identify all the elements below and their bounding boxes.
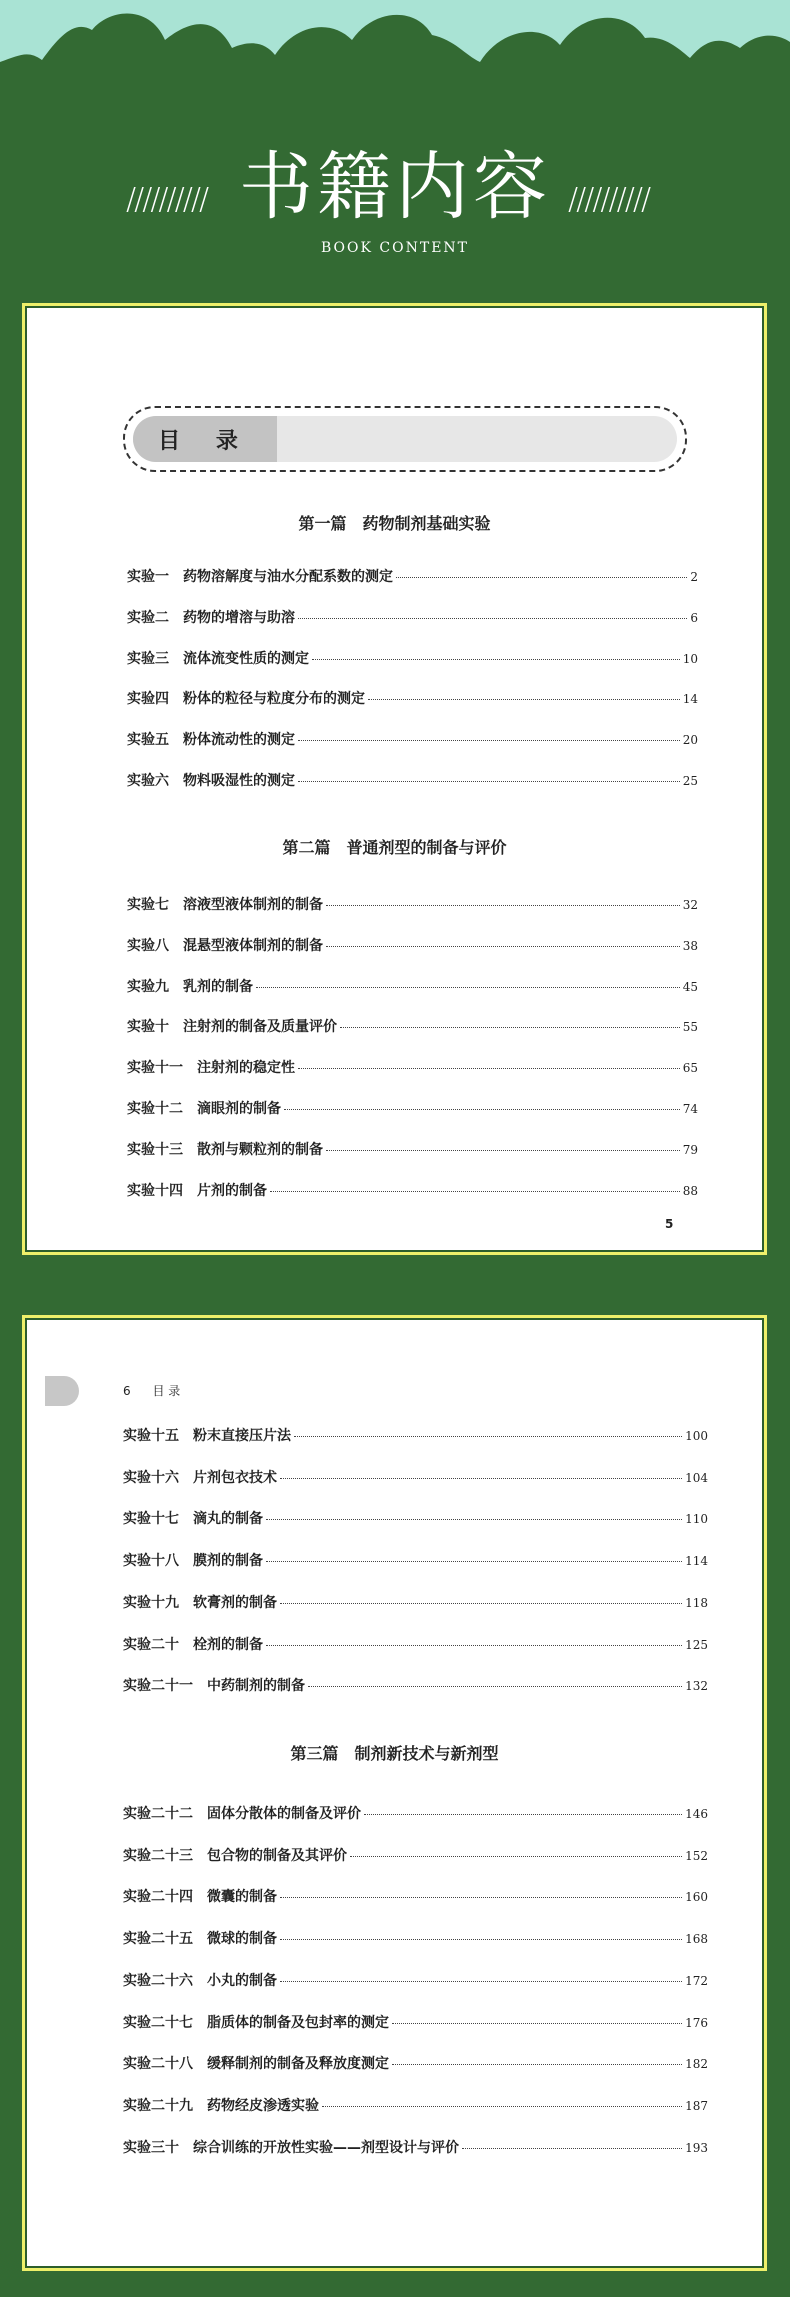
toc-leader-dots: [280, 1478, 682, 1479]
toc-entry: [127, 648, 698, 668]
toc-entry: [127, 1180, 698, 1200]
running-head-page-number: 6: [123, 1384, 131, 1398]
toc-entry-title: 片剂的制备: [197, 1182, 267, 1199]
toc-entry-number: 实验十二: [127, 1101, 183, 1117]
toc-entry: [123, 1928, 708, 1948]
toc-entry-title: 滴眼剂的制备: [197, 1101, 281, 1117]
toc-entry: [123, 2012, 708, 2032]
toc-entry: [127, 976, 698, 996]
toc-leader-dots: [298, 618, 687, 619]
toc-entry-title: 粉体的粒径与粒度分布的测定: [183, 691, 365, 708]
decorative-slashes-left: //////////: [126, 182, 208, 217]
toc-entry: [127, 770, 698, 790]
toc-entry-number: 实验二十三: [123, 1847, 193, 1864]
toc-leader-dots: [392, 2023, 682, 2024]
toc-entry-page: 65: [682, 1061, 698, 1076]
toc-entry-page: 193: [685, 2140, 708, 2155]
toc-entry-number: 实验一: [127, 569, 169, 585]
toc-entry-page: 2: [690, 570, 698, 584]
running-head-title: 目 录: [152, 1384, 181, 1398]
toc-entry-page: 20: [682, 733, 698, 748]
toc-entry-number: 实验二十七: [123, 2014, 193, 2031]
toc-leader-dots: [266, 1519, 682, 1520]
toc-entry: [127, 729, 698, 749]
toc-entry-number: 实验十五: [123, 1428, 179, 1444]
toc-entry-title: 中药制剂的制备: [207, 1678, 305, 1695]
toc-entry-number: 实验九: [127, 978, 169, 995]
decorative-slashes-right: //////////: [568, 182, 650, 217]
toc-entry: [127, 935, 698, 955]
header: [0, 144, 790, 270]
toc-entry-number: 实验二十八: [123, 2056, 193, 2073]
toc-entry: [123, 1845, 708, 1865]
toc-leader-dots: [326, 905, 680, 906]
toc-entry-title: 物料吸湿性的测定: [183, 773, 295, 789]
toc-entry-number: 实验二十: [123, 1636, 179, 1653]
toc-entry-title: 膜剂的制备: [193, 1553, 263, 1570]
toc-entry-number: 实验四: [127, 691, 169, 708]
toc-entry: [127, 1139, 698, 1159]
toc-entry-page: 125: [685, 1637, 708, 1652]
toc-entry-number: 实验六: [127, 773, 169, 789]
toc-entry: [123, 1803, 708, 1823]
toc-leader-dots: [308, 1686, 682, 1687]
toc-entry: [127, 566, 698, 586]
toc-entry: [123, 1467, 708, 1487]
toc-entry-page: 79: [682, 1142, 698, 1157]
running-head: [123, 1382, 198, 1399]
toc-leader-dots: [312, 659, 680, 660]
toc-page-1: [22, 303, 767, 1255]
toc-entry-number: 实验五: [127, 732, 169, 749]
toc-entry-number: 实验十八: [123, 1553, 179, 1570]
toc-entry-title: 粉体流动性的测定: [183, 732, 295, 749]
page-tab-decoration: [45, 1376, 79, 1406]
part-1-title: 第一篇 药物制剂基础实验: [298, 514, 491, 533]
toc-entry-number: 实验二十六: [123, 1972, 193, 1989]
toc-entry-title: 药物溶解度与油水分配系数的测定: [183, 569, 393, 585]
toc-entry-page: 118: [685, 1595, 708, 1610]
toc-entry-number: 实验二十一: [123, 1678, 193, 1695]
toc-leader-dots: [340, 1027, 680, 1028]
toc-entry-number: 实验十九: [123, 1594, 179, 1611]
toc-entry: [123, 2137, 708, 2157]
part-3-title: 第三篇 制剂新技术与新剂型: [290, 1744, 499, 1763]
toc-leader-dots: [322, 2106, 682, 2107]
toc-entry-title: 软膏剂的制备: [193, 1594, 277, 1611]
toc-entry-title: 乳剂的制备: [183, 978, 253, 995]
toc-entry-number: 实验二: [127, 609, 169, 626]
toc-leader-dots: [266, 1645, 682, 1646]
toc-heading: 目 录: [133, 416, 277, 462]
toc-leader-dots: [266, 1561, 682, 1562]
toc-leader-dots: [392, 2064, 682, 2065]
toc-entry: [123, 1508, 708, 1528]
toc-entry-number: 实验二十四: [123, 1889, 193, 1906]
toc-entry-title: 滴丸的制备: [193, 1511, 263, 1528]
toc-entry-page: 104: [685, 1470, 708, 1485]
toc-entry-title: 溶液型液体制剂的制备: [183, 897, 323, 913]
toc-entry-number: 实验七: [127, 897, 169, 913]
toc-entry-page: 160: [685, 1890, 708, 1905]
toc-entry: [123, 1886, 708, 1906]
toc-entry-title: 栓剂的制备: [193, 1636, 263, 1653]
toc-leader-dots: [298, 781, 680, 782]
toc-entry: [127, 1016, 698, 1036]
toc-entry-page: 187: [685, 2098, 708, 2113]
toc-entry-number: 实验三: [127, 650, 169, 667]
toc-entry-title: 粉末直接压片法: [193, 1428, 291, 1444]
page-subtitle: BOOK CONTENT: [321, 240, 469, 256]
toc-leader-dots: [298, 740, 680, 741]
page-number: 5: [665, 1217, 674, 1231]
toc-entry-page: 172: [685, 1973, 708, 1988]
toc-entry-number: 实验十六: [123, 1469, 179, 1486]
toc-entry: [127, 688, 698, 708]
toc-entry-title: 散剂与颗粒剂的制备: [197, 1141, 323, 1158]
toc-entry-page: 45: [682, 979, 698, 994]
toc-leader-dots: [462, 2148, 682, 2149]
toc-entry: [127, 1057, 698, 1077]
toc-entry-number: 实验三十: [123, 2139, 179, 2156]
toc-entry-title: 药物经皮渗透实验: [207, 2097, 319, 2114]
toc-leader-dots: [270, 1191, 680, 1192]
toc-entry-title: 小丸的制备: [207, 1972, 277, 1989]
toc-entry-number: 实验二十五: [123, 1931, 193, 1948]
toc-entry-page: 182: [685, 2057, 708, 2072]
toc-entry-page: 114: [685, 1554, 708, 1569]
toc-entry-page: 88: [682, 1183, 698, 1198]
toc-entry: [127, 1098, 698, 1118]
toc-entry: [123, 1592, 708, 1612]
toc-entry-title: 混悬型液体制剂的制备: [183, 937, 323, 954]
toc-entry-number: 实验十七: [123, 1511, 179, 1528]
toc-leader-dots: [326, 946, 680, 947]
toc-entry-title: 注射剂的稳定性: [197, 1060, 295, 1077]
toc-entry-title: 片剂包衣技术: [193, 1469, 277, 1486]
toc-entry: [123, 1970, 708, 1990]
toc-leader-dots: [280, 1939, 682, 1940]
toc-entry-title: 微囊的制备: [207, 1889, 277, 1906]
toc-entry-title: 缓释制剂的制备及释放度测定: [207, 2056, 389, 2073]
toc-entry-title: 包合物的制备及其评价: [207, 1847, 347, 1864]
page-title: 书籍内容: [239, 144, 551, 230]
toc-entry-page: 168: [685, 1932, 708, 1947]
toc-entry-page: 10: [682, 651, 698, 666]
toc-entry-page: 146: [685, 1807, 708, 1821]
toc-leader-dots: [284, 1109, 680, 1110]
toc-entry: [123, 2053, 708, 2073]
toc-leader-dots: [298, 1068, 680, 1069]
toc-leader-dots: [280, 1897, 682, 1898]
toc-entry-title: 流体流变性质的测定: [183, 650, 309, 667]
toc-leader-dots: [368, 699, 680, 700]
toc-entry-page: 110: [685, 1512, 708, 1527]
toc-entry: [123, 2095, 708, 2115]
toc-entry: [123, 1425, 708, 1445]
toc-entry: [127, 894, 698, 914]
toc-entry-number: 实验十一: [127, 1060, 183, 1077]
part-2-title: 第二篇 普通剂型的制备与评价: [282, 838, 507, 857]
toc-leader-dots: [280, 1603, 682, 1604]
toc-entry: [123, 1550, 708, 1570]
toc-entry-page: 6: [690, 610, 698, 625]
toc-entry-page: 176: [685, 2015, 708, 2030]
toc-entry-number: 实验二十二: [123, 1806, 193, 1822]
toc-entry-page: 100: [685, 1429, 708, 1443]
toc-entry-number: 实验十: [127, 1019, 169, 1036]
toc-entry-page: 14: [682, 692, 698, 707]
toc-entry-page: 74: [682, 1102, 698, 1116]
toc-leader-dots: [364, 1814, 682, 1815]
toc-page-2: [22, 1315, 767, 2271]
toc-entry-page: 55: [682, 1020, 698, 1035]
toc-entry-title: 药物的增溶与助溶: [183, 609, 295, 626]
toc-entry-page: 132: [685, 1679, 708, 1694]
toc-entry-title: 综合训练的开放性实验——剂型设计与评价: [193, 2139, 459, 2156]
toc-entry-number: 实验十三: [127, 1141, 183, 1158]
toc-entry-number: 实验二十九: [123, 2097, 193, 2114]
toc-entry-page: 38: [682, 938, 698, 953]
toc-entry-title: 脂质体的制备及包封率的测定: [207, 2014, 389, 2031]
toc-leader-dots: [294, 1436, 682, 1437]
toc-entry: [123, 1634, 708, 1654]
toc-entry-page: 152: [685, 1848, 708, 1863]
toc-leader-dots: [280, 1981, 682, 1982]
toc-leader-dots: [326, 1150, 680, 1151]
toc-entry-title: 固体分散体的制备及评价: [207, 1806, 361, 1822]
toc-entry-number: 实验八: [127, 937, 169, 954]
toc-entry-page: 32: [682, 898, 698, 912]
toc-entry-title: 微球的制备: [207, 1931, 277, 1948]
toc-entry-page: 25: [682, 774, 698, 788]
top-hills-decoration: [0, 0, 790, 100]
toc-entry: [127, 607, 698, 627]
toc-entry: [123, 1675, 708, 1695]
toc-entry-number: 实验十四: [127, 1182, 183, 1199]
toc-leader-dots: [396, 577, 687, 578]
toc-leader-dots: [256, 987, 680, 988]
toc-heading-box: [123, 406, 687, 472]
toc-leader-dots: [350, 1856, 682, 1857]
toc-entry-title: 注射剂的制备及质量评价: [183, 1019, 337, 1036]
toc-heading-bar: [133, 416, 677, 462]
